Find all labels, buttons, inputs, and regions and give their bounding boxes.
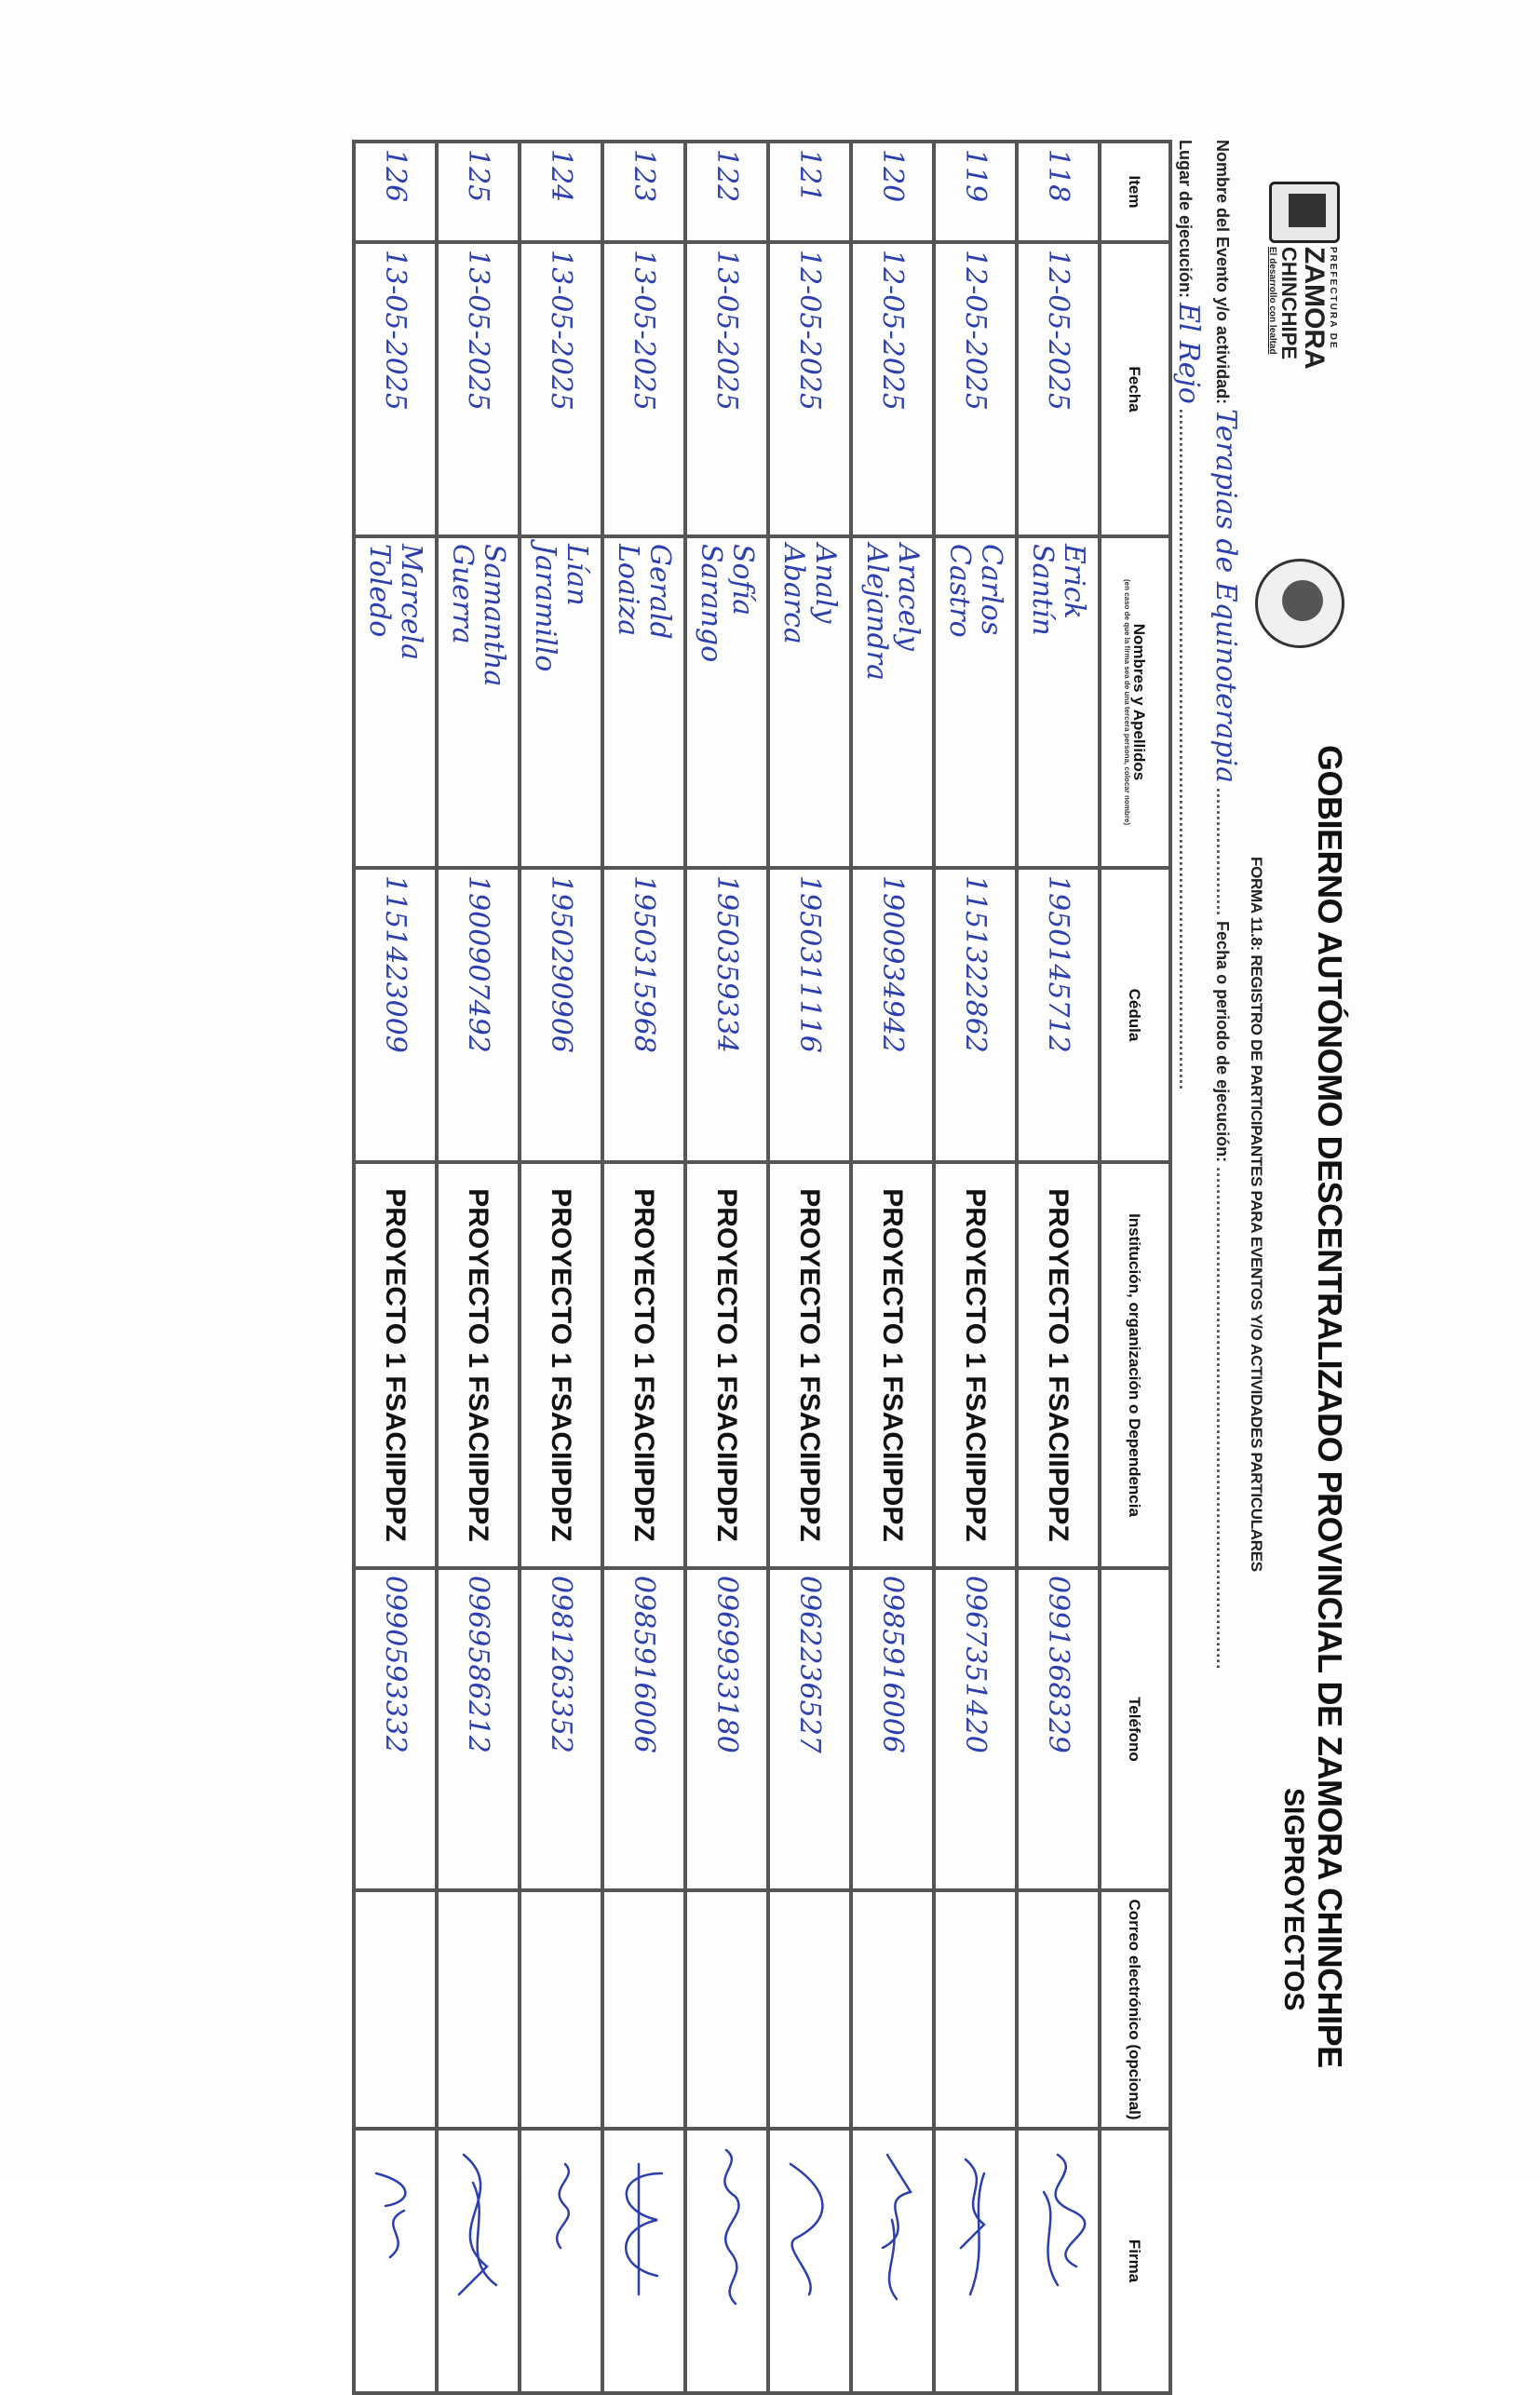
cell-firma bbox=[437, 2129, 520, 2393]
cell-nombre bbox=[685, 536, 768, 868]
table-row bbox=[851, 142, 934, 2393]
place-label: Lugar de ejecución: bbox=[1176, 140, 1195, 299]
cell-cedula: 1950315968 bbox=[602, 868, 685, 1162]
cell-correo bbox=[768, 1890, 851, 2129]
table-header-row bbox=[1100, 142, 1170, 2393]
cell-item: 126 bbox=[354, 142, 437, 242]
logo-name-line1: ZAMORA bbox=[1299, 247, 1330, 370]
table-row bbox=[354, 142, 437, 2393]
cell-telefono: 0985916006 bbox=[851, 1568, 934, 1890]
cell-correo bbox=[602, 1890, 685, 2129]
government-title: GOBIERNO AUTÓNOMO DESCENTRALIZADO PROVINCIAL DE ZAMORA CHINCHIPE bbox=[1311, 745, 1349, 2068]
cell-nombre bbox=[520, 536, 602, 868]
cell-telefono: 0967351420 bbox=[934, 1568, 1017, 1890]
cell-institucion: PROYECTO 1 FSACIIPDPZ bbox=[602, 1162, 685, 1568]
cell-firma bbox=[354, 2129, 437, 2393]
cell-item: 124 bbox=[520, 142, 602, 242]
signature-mark bbox=[1021, 2136, 1096, 2313]
event-value: Terapias de Equinoterapia bbox=[1209, 409, 1242, 783]
cell-institucion: PROYECTO 1 FSACIIPDPZ bbox=[1017, 1162, 1100, 1568]
cell-nombre bbox=[1017, 536, 1100, 868]
cell-firma bbox=[1017, 2129, 1100, 2393]
cell-nombre bbox=[602, 536, 685, 868]
place-value: El Rejo bbox=[1172, 303, 1205, 404]
cell-institucion: PROYECTO 1 FSACIIPDPZ bbox=[685, 1162, 768, 1568]
cell-nombre-line2: Castro bbox=[943, 544, 977, 638]
cell-correo bbox=[437, 1890, 520, 2129]
cell-institucion: PROYECTO 1 FSACIIPDPZ bbox=[354, 1162, 437, 1568]
cell-nombre-line1: Carlos bbox=[975, 544, 1008, 636]
table-row bbox=[520, 142, 602, 2393]
place-line: Lugar de ejecución: El Rejo .......................................................................................................................... bbox=[1172, 140, 1205, 1090]
cell-nombre-line1: Analy bbox=[809, 544, 843, 624]
cell-item: 119 bbox=[934, 142, 1017, 242]
cell-fecha: 13-05-2025 bbox=[685, 242, 768, 536]
cell-correo bbox=[354, 1890, 437, 2129]
cell-nombre bbox=[851, 536, 934, 868]
header-institucion: Institución, organización o Dependencia bbox=[1100, 1162, 1170, 1568]
cell-firma bbox=[768, 2129, 851, 2393]
signature-mark bbox=[524, 2136, 599, 2313]
cell-nombre-line2: Santín bbox=[1026, 544, 1060, 636]
cell-cedula: 1900907492 bbox=[437, 868, 520, 1162]
form-name: FORMA 11.8: REGISTRO DE PARTICIPANTES PARA EVENTOS Y/O ACTIVIDADES PARTICULARES bbox=[1248, 857, 1265, 1572]
cell-nombre-line1: Samantha bbox=[478, 544, 511, 687]
cell-fecha: 13-05-2025 bbox=[602, 242, 685, 536]
cell-nombre bbox=[934, 536, 1017, 868]
cell-institucion: PROYECTO 1 FSACIIPDPZ bbox=[437, 1162, 520, 1568]
table-row bbox=[1017, 142, 1100, 2393]
cell-nombre-line2: Loaiza bbox=[612, 544, 645, 637]
cell-telefono: 0962236527 bbox=[768, 1568, 851, 1890]
signature-mark bbox=[441, 2136, 516, 2313]
cell-cedula: 1950290906 bbox=[520, 868, 602, 1162]
cell-nombre bbox=[437, 536, 520, 868]
header-telefono: Teléfono bbox=[1100, 1568, 1170, 1890]
cell-correo bbox=[851, 1890, 934, 2129]
logo-name-line2: CHINCHIPE bbox=[1277, 247, 1301, 360]
cell-correo bbox=[934, 1890, 1017, 2129]
cell-item: 125 bbox=[437, 142, 520, 242]
prefecture-shield-icon bbox=[1269, 182, 1340, 243]
cell-firma bbox=[685, 2129, 768, 2393]
signature-mark bbox=[773, 2136, 847, 2313]
cell-nombre bbox=[354, 536, 437, 868]
cell-item: 118 bbox=[1017, 142, 1100, 242]
header-fecha: Fecha bbox=[1100, 242, 1170, 536]
system-name: SIGPROYECTOS bbox=[1278, 1788, 1309, 2011]
cell-nombre-line2: Sarango bbox=[695, 544, 728, 663]
government-seal-icon bbox=[1255, 559, 1344, 648]
cell-fecha: 13-05-2025 bbox=[437, 242, 520, 536]
cell-cedula: 1900934942 bbox=[851, 868, 934, 1162]
cell-item: 123 bbox=[602, 142, 685, 242]
cell-nombre bbox=[768, 536, 851, 868]
signature-mark bbox=[358, 2136, 433, 2313]
cell-cedula: 1151423009 bbox=[354, 868, 437, 1162]
header-item: Item bbox=[1100, 142, 1170, 242]
cell-nombre-line1: Gerald bbox=[643, 544, 677, 640]
table-row bbox=[437, 142, 520, 2393]
logo-prefix: PREFECTURA DE bbox=[1328, 247, 1338, 350]
cell-fecha: 13-05-2025 bbox=[520, 242, 602, 536]
header-firma: Firma bbox=[1100, 2129, 1170, 2393]
cell-telefono: 0991368329 bbox=[1017, 1568, 1100, 1890]
cell-item: 122 bbox=[685, 142, 768, 242]
header-nombres-note: (en caso de que la firma sea de una tercera persona, colocar nombre) bbox=[1123, 578, 1131, 826]
cell-nombre-line2: Toledo bbox=[363, 544, 397, 638]
cell-item: 121 bbox=[768, 142, 851, 242]
cell-correo bbox=[1017, 1890, 1100, 2129]
cell-nombre-line2: Jaramillo bbox=[529, 544, 562, 672]
cell-telefono: 0981263352 bbox=[520, 1568, 602, 1890]
cell-fecha: 12-05-2025 bbox=[851, 242, 934, 536]
cell-telefono: 0969586212 bbox=[437, 1568, 520, 1890]
cell-firma bbox=[520, 2129, 602, 2393]
signature-mark bbox=[607, 2136, 682, 2313]
cell-nombre-line2: Alejandra bbox=[860, 544, 894, 681]
cell-cedula: 1950359334 bbox=[685, 868, 768, 1162]
cell-nombre-line1: Lían bbox=[561, 544, 594, 606]
cell-nombre-line1: Sofía bbox=[726, 544, 760, 616]
cell-institucion: PROYECTO 1 FSACIIPDPZ bbox=[851, 1162, 934, 1568]
cell-fecha: 12-05-2025 bbox=[1017, 242, 1100, 536]
event-line: Nombre del Evento y/o actividad: Terapias de Equinoterapia ....................... Fecha o periodo de ejecución: .......................................................................................... bbox=[1209, 140, 1242, 1671]
participants-table bbox=[352, 140, 1172, 2395]
table-row bbox=[685, 142, 768, 2393]
cell-correo bbox=[520, 1890, 602, 2129]
cell-fecha: 12-05-2025 bbox=[934, 242, 1017, 536]
cell-nombre-line1: Marcela bbox=[395, 544, 428, 660]
cell-institucion: PROYECTO 1 FSACIIPDPZ bbox=[768, 1162, 851, 1568]
event-label: Nombre del Evento y/o actividad: bbox=[1213, 140, 1232, 405]
signature-mark bbox=[690, 2136, 764, 2313]
cell-fecha: 13-05-2025 bbox=[354, 242, 437, 536]
cell-telefono: 0990593332 bbox=[354, 1568, 437, 1890]
cell-telefono: 0969933180 bbox=[685, 1568, 768, 1890]
cell-cedula: 1950311116 bbox=[768, 868, 851, 1162]
cell-nombre-line2: Guerra bbox=[446, 544, 480, 644]
table-row bbox=[768, 142, 851, 2393]
cell-nombre-line1: Aracely bbox=[892, 544, 925, 651]
cell-telefono: 0985916006 bbox=[602, 1568, 685, 1890]
header-nombres bbox=[1100, 536, 1170, 868]
signature-mark bbox=[939, 2136, 1013, 2313]
cell-firma bbox=[602, 2129, 685, 2393]
header-correo: Correo electrónico (opcional) bbox=[1100, 1890, 1170, 2129]
cell-item: 120 bbox=[851, 142, 934, 242]
cell-firma bbox=[851, 2129, 934, 2393]
cell-correo bbox=[685, 1890, 768, 2129]
cell-institucion: PROYECTO 1 FSACIIPDPZ bbox=[934, 1162, 1017, 1568]
cell-cedula: 1151322862 bbox=[934, 868, 1017, 1162]
table-row bbox=[934, 142, 1017, 2393]
cell-cedula: 1950145712 bbox=[1017, 868, 1100, 1162]
header-cedula: Cédula bbox=[1100, 868, 1170, 1162]
cell-nombre-line1: Erick bbox=[1058, 544, 1091, 619]
header-nombres-label: Nombres y Apellidos bbox=[1130, 623, 1148, 781]
cell-nombre-line2: Abarca bbox=[777, 544, 811, 644]
cell-institucion: PROYECTO 1 FSACIIPDPZ bbox=[520, 1162, 602, 1568]
table-row bbox=[602, 142, 685, 2393]
date-label: Fecha o periodo de ejecución: bbox=[1213, 921, 1232, 1163]
signature-mark bbox=[856, 2136, 930, 2313]
logo-tagline: El desarrollo con lealtad bbox=[1267, 247, 1277, 355]
cell-fecha: 12-05-2025 bbox=[768, 242, 851, 536]
cell-firma bbox=[934, 2129, 1017, 2393]
